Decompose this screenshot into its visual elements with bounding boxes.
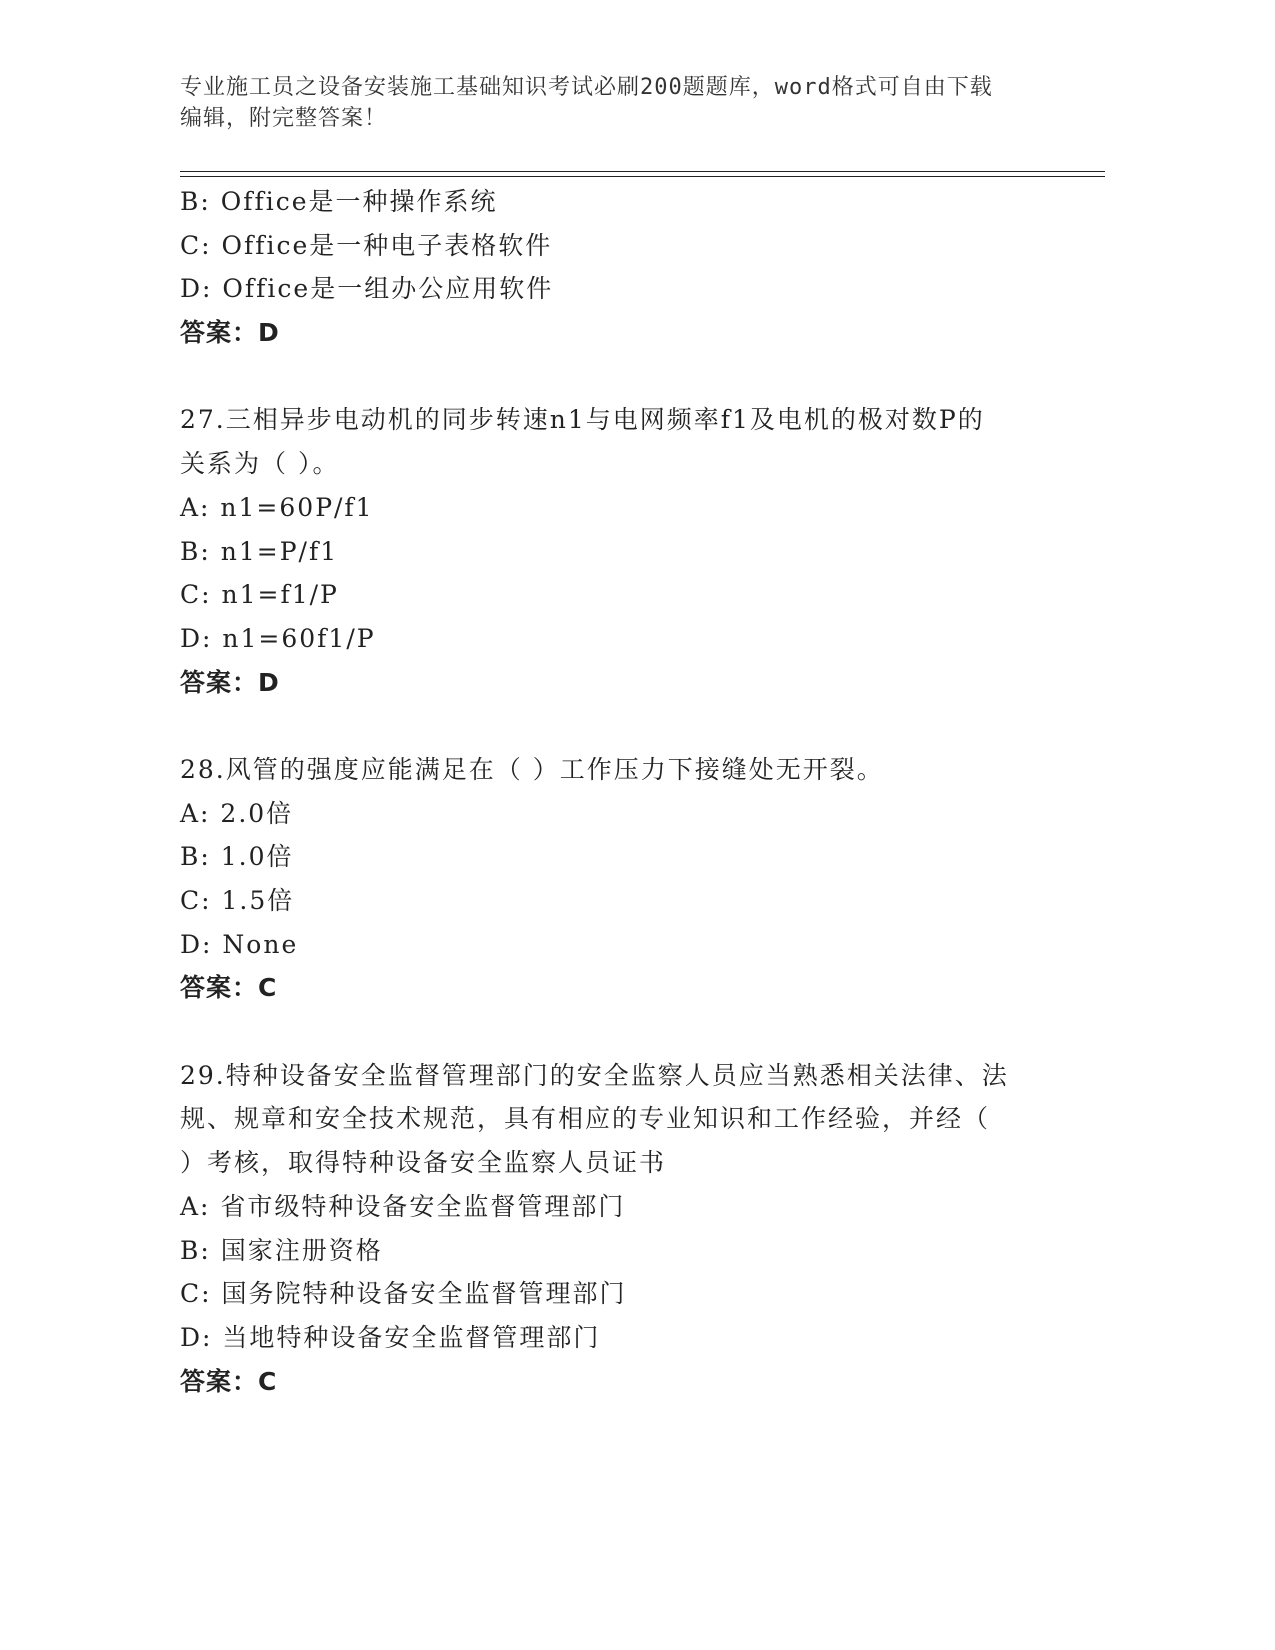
option-b: B: Office是一种操作系统 [180, 187, 498, 216]
option-b: B: 国家注册资格 [180, 1235, 383, 1265]
spacer [180, 704, 1040, 748]
spacer [180, 1010, 1040, 1054]
answer-label: 答案：C [180, 973, 278, 1003]
option-a: A: n1=60P/f1 [180, 492, 374, 522]
option-c: C: Office是一种电子表格软件 [180, 230, 553, 260]
question-stem-line-1: 27.三相异步电动机的同步转速n1与电网频率f1及电机的极对数P的 [180, 405, 985, 435]
document-body [180, 180, 1040, 1403]
spacer [180, 355, 1040, 399]
document-header [180, 72, 1060, 134]
option-c: C: n1=f1/P [180, 580, 339, 610]
answer-label: 答案：C [180, 1366, 278, 1396]
question-stem-line-2: 规、规章和安全技术规范，具有相应的专业知识和工作经验，并经（ [180, 1104, 991, 1134]
question-26-continuation [180, 180, 1040, 355]
question-29 [180, 1054, 1040, 1404]
header-title-line-1: 专业施工员之设备安装施工基础知识考试必刷200题题库，word格式可自由下载 [180, 75, 993, 100]
header-divider-top [180, 171, 1105, 172]
option-d: D: None [180, 929, 299, 959]
option-d: D: n1=60f1/P [180, 623, 376, 653]
option-d: D: Office是一组办公应用软件 [180, 274, 554, 304]
question-stem-line-1: 28.风管的强度应能满足在（ ）工作压力下接缝处无开裂。 [180, 754, 884, 784]
option-d: D: 当地特种设备安全监督管理部门 [180, 1322, 601, 1352]
header-title-line-2: 编辑，附完整答案！ [180, 106, 388, 131]
option-c: C: 1.5倍 [180, 886, 295, 915]
question-stem-line-2: 关系为（ ）。 [180, 449, 340, 479]
option-a: A: 2.0倍 [180, 798, 294, 828]
header-divider-bottom [180, 176, 1105, 177]
option-a: A: 省市级特种设备安全监督管理部门 [180, 1191, 626, 1221]
question-27 [180, 398, 1040, 704]
option-b: B: n1=P/f1 [180, 536, 339, 566]
question-28 [180, 748, 1040, 1010]
answer-label: 答案：D [180, 318, 280, 348]
question-stem-line-3: ）考核，取得特种设备安全监察人员证书 [180, 1148, 667, 1178]
question-stem-line-1: 29.特种设备安全监督管理部门的安全监察人员应当熟悉相关法律、法 [180, 1060, 1009, 1090]
option-b: B: 1.0倍 [180, 842, 294, 872]
answer-label: 答案：D [180, 667, 280, 697]
option-c: C: 国务院特种设备安全监督管理部门 [180, 1279, 627, 1309]
